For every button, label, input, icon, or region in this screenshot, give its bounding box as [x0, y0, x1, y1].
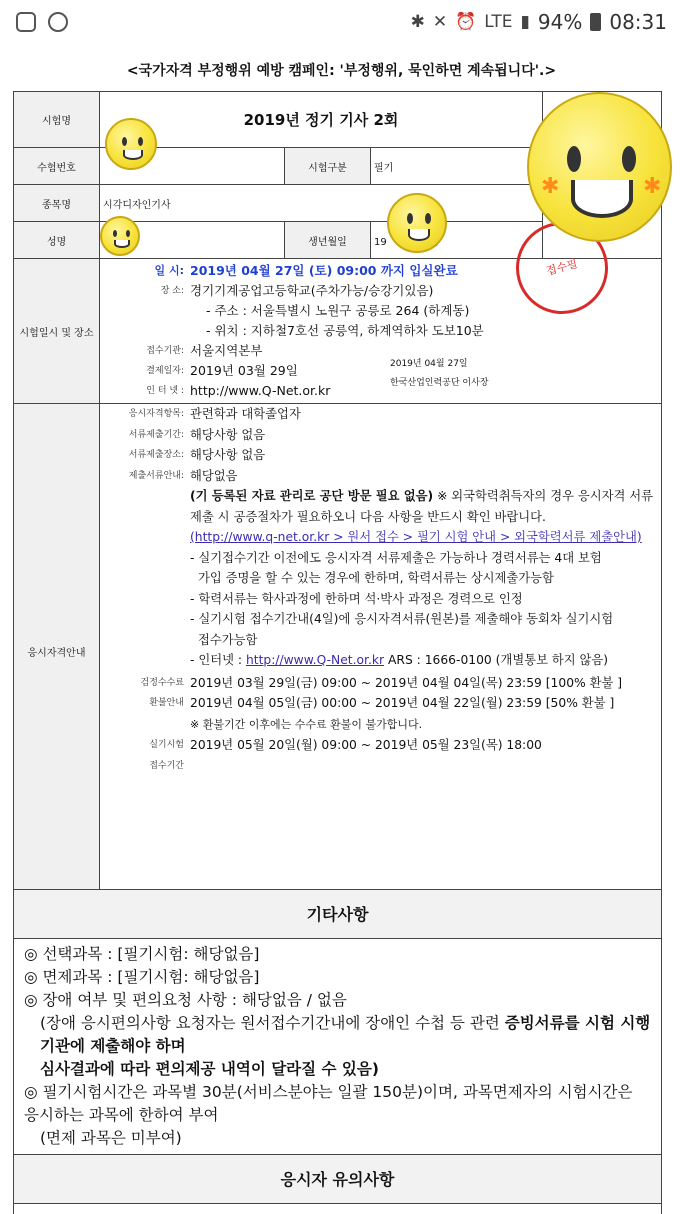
refund-key: 검정수수료 환불안내 — [140, 677, 184, 708]
exam-category-label: 시험구분 — [285, 148, 371, 185]
guide-paragraph-5: - 인터넷 : http://www.Q-Net.or.kr ARS : 1666-0100 (개별통보 하지 않음) — [190, 653, 609, 667]
exam-name-label: 시험명 — [14, 92, 100, 148]
instagram-icon — [16, 12, 36, 32]
etc-section — [13, 939, 662, 1159]
signal-icon: ▮ — [520, 12, 530, 32]
exam-location: - 위치 : 지하철7호선 공릉역, 하계역하차 도보10분 — [206, 323, 484, 338]
official-stamp: 접수필 — [506, 212, 619, 325]
guide-value: 해당사항 없음 — [190, 448, 266, 462]
exam-address: - 주소 : 서울특별시 노원구 공릉로 264 (하계동) — [206, 303, 470, 318]
exam-place: 경기기계공업고등학교(주차가능/승강기있음) — [190, 283, 434, 298]
qnet-link[interactable]: http://www.Q-Net.or.kr — [245, 653, 385, 667]
etc-line-2: ◎ 면제과목 : [필기시험: 해당없음] — [24, 968, 260, 986]
paid-value: 2019년 03월 29일 — [190, 363, 298, 378]
foreign-docs-link[interactable]: (http://www.q-net.or.kr > 원서 접수 > 필기 시험 안내 > 외국학력서류 제출안내) — [190, 530, 642, 544]
agency-key: 접수기관: — [146, 346, 184, 356]
guide-cell — [100, 404, 662, 900]
guide-value: 해당사항 없음 — [190, 427, 266, 442]
refund-line-1: 2019년 03월 29일(금) 09:00 ~ 2019년 04월 04일(목) 23:59 [100% 환불 ] — [190, 675, 623, 690]
etc-line-3: ◎ 장애 여부 및 편의요청 사항 : 해당없음 / 없음 — [24, 991, 347, 1009]
guide-label: 응시자격안내 — [14, 404, 100, 900]
fingerprint-icon — [48, 12, 68, 32]
guide-paragraph-1: (기 등록된 자료 관리로 공단 방문 필요 없음) ※ 외국학력취득자의 경우 응시자격 서류제출 시 공증절차가 필요하오니 다음 사항을 반드시 확인 바랍니다. — [190, 489, 654, 524]
exam-category-value: 필기 — [371, 148, 543, 185]
privacy-sticker-smiley — [105, 118, 157, 170]
birth-label: 생년월일 — [285, 222, 371, 259]
etc-line-4: (장애 응시편의사항 요청자는 원서접수기간내에 장애인 수첩 등 관련 증빙서류를 시험 시행기관에 제출해야 하며 — [40, 1014, 651, 1055]
guide-key: 응시자격항목: — [128, 409, 184, 419]
battery-percent: 94% — [537, 10, 583, 34]
guide-paragraph-4: - 실기시험 접수기간내(4일)에 응시자격서류(원본)를 제출해야 동회차 실기시험 — [190, 612, 614, 626]
etc-section-title: 기타사항 — [13, 889, 662, 939]
practical-period: 2019년 05월 20일(월) 09:00 ~ 2019년 05월 23일(목) 18:00 — [190, 738, 542, 752]
guide-paragraph-2: - 실기접수기간 이전에도 응시자격 서류제출은 가능하나 경력서류는 4대 보험 — [190, 550, 602, 565]
notes-section-title: 응시자 유의사항 — [13, 1154, 662, 1204]
bluetooth-icon: ✱ — [410, 12, 425, 32]
battery-icon — [590, 13, 601, 31]
date-key: 일 시: — [154, 264, 184, 277]
etc-line-7: (면제 과목은 미부여) — [40, 1129, 182, 1147]
etc-line-5: 심사결과에 따라 편의제공 내역이 달라질 수 있음) — [40, 1060, 379, 1078]
paid-key: 결제일자: — [146, 366, 184, 376]
lte-label: LTE — [484, 12, 513, 32]
schedule-label: 시험일시 및 장소 — [14, 259, 100, 404]
field-label: 종목명 — [14, 185, 100, 222]
guide-key: 서류제출장소: — [128, 450, 184, 460]
etc-line-1: ◎ 선택과목 : [필기시험: 해당없음] — [24, 945, 260, 963]
issue-date: 2019년 04월 27일 — [390, 359, 468, 369]
guide-paragraph-3: - 학력서류는 학사과정에 한하며 석·박사 과정은 경력으로 인정 — [190, 591, 523, 606]
guide-key: 제출서류안내: — [128, 470, 184, 481]
issuer: 한국산업인력공단 이사장 — [390, 378, 489, 388]
exam-name-value: 2019년 정기 기사 2회 — [100, 92, 543, 148]
birth-value: 19 — [371, 222, 543, 259]
person-name-label: 성명 — [14, 222, 100, 259]
privacy-sticker-smiley — [387, 193, 447, 253]
web-value: http://www.Q-Net.or.kr — [190, 383, 331, 398]
alarm-icon: ⏰ — [455, 12, 477, 32]
exam-date: 2019년 04월 27일 (토) 09:00 까지 입실완료 — [190, 263, 458, 278]
agency-value: 서울지역본부 — [190, 343, 263, 358]
mute-icon: ✕ — [432, 12, 448, 32]
notes-section — [13, 1204, 662, 1214]
etc-line-6: ◎ 필기시험시간은 과목별 30분(서비스분야는 일괄 150분)이며, 과목면제자의 시험시간은 응시하는 과목에 한하여 부여 — [24, 1083, 633, 1124]
status-bar — [0, 0, 683, 44]
practical-key: 실기시험 접수기간 — [149, 740, 184, 771]
privacy-sticker-smiley — [100, 216, 140, 256]
clock: 08:31 — [609, 10, 667, 34]
refund-line-2: 2019년 04월 05일(금) 00:00 ~ 2019년 04월 22일(월) 23:59 [50% 환불 ] — [190, 696, 615, 710]
field-value: 시각디자인기사 — [100, 185, 543, 222]
guide-value: 해당없음 — [190, 468, 238, 483]
guide-paragraph-4b: 접수가능함 — [198, 632, 258, 647]
refund-line-3: ※ 환불기간 이후에는 수수료 환불이 불가합니다. — [190, 717, 423, 731]
exam-number-label: 수험번호 — [14, 148, 100, 185]
campaign-banner: <국가자격 부정행위 예방 캠페인: '부정행위, 묵인하면 계속됩니다'.> — [126, 63, 557, 79]
web-key: 인 터 넷 : — [146, 386, 184, 396]
guide-key: 서류제출기간: — [128, 429, 184, 440]
privacy-sticker-smiley: ✱ ✱ — [527, 92, 672, 242]
guide-value: 관련학과 대학졸업자 — [190, 407, 301, 421]
guide-paragraph-2b: 가입 증명을 할 수 있는 경우에 한하며, 학력서류는 상시제출가능함 — [198, 571, 554, 585]
place-key: 장 소: — [160, 286, 184, 296]
